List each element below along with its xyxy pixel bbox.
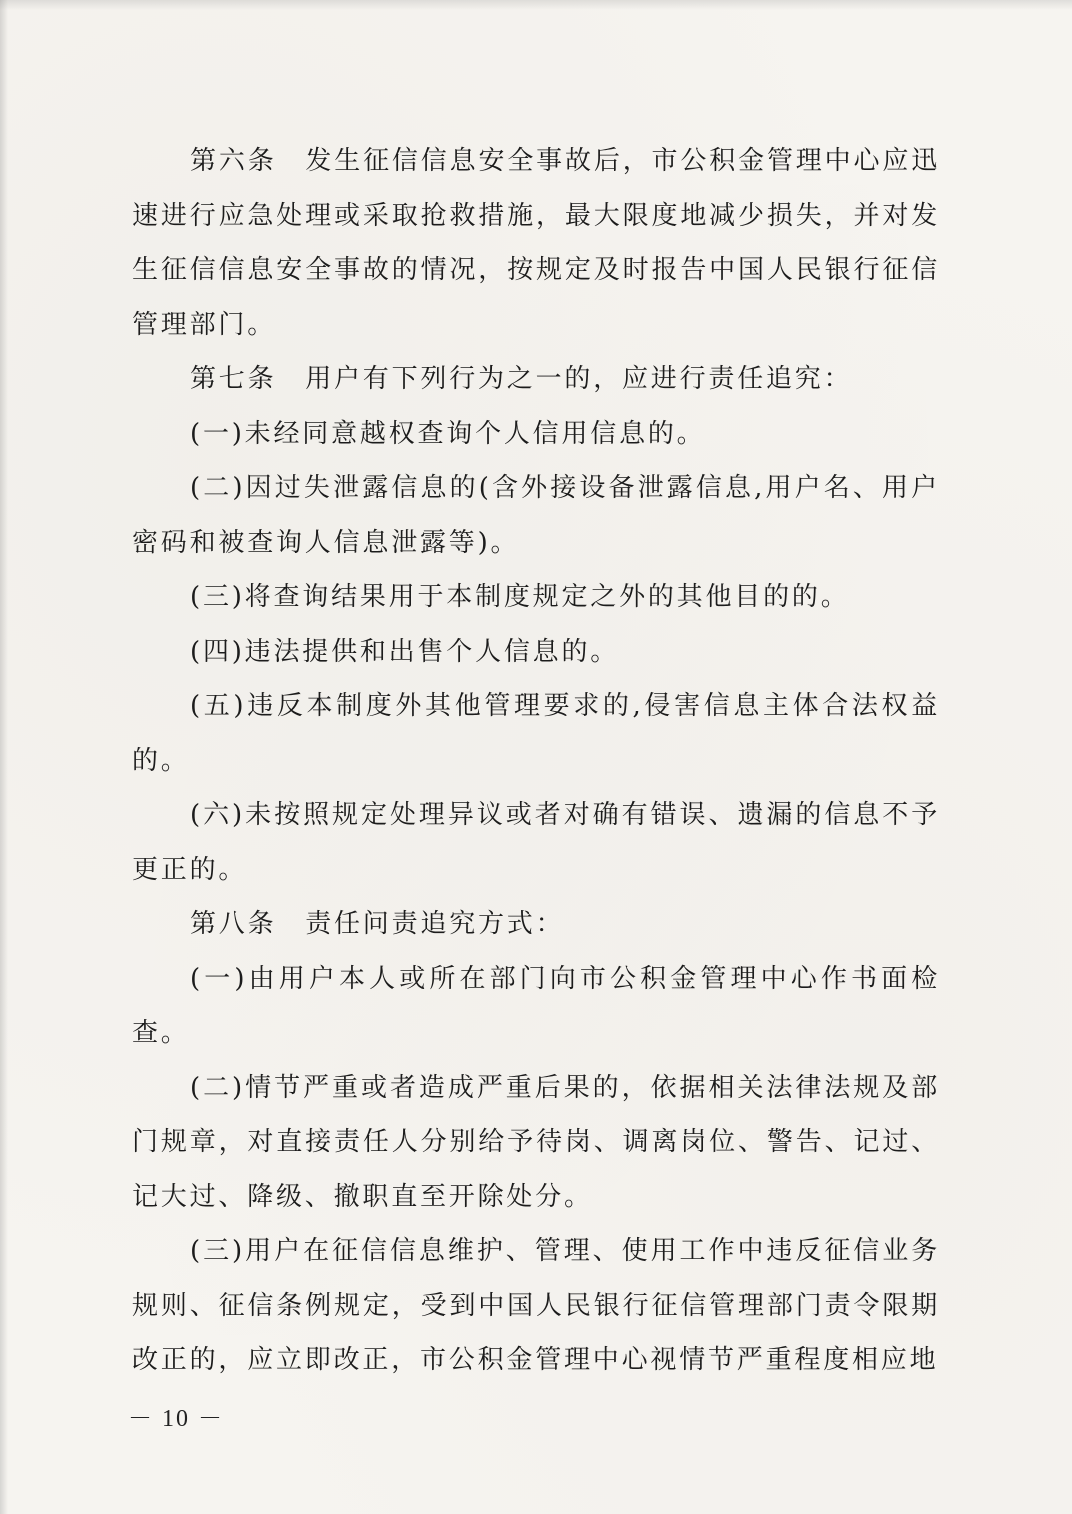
article-7-item-5: (五)违反本制度外其他管理要求的,侵害信息主体合法权益的。 [132, 691, 940, 776]
article-8-heading: 第八条 责任问责追究方式： [190, 909, 565, 939]
article-6-paragraph: 第六条 发生征信信息安全事故后，市公积金管理中心应迅速进行应急处理或采取抢救措施，最大限度地减少损失，并对发生征信信息安全事故的情况，按规定及时报告中国人民银行征信管理部门。 [132, 146, 940, 340]
article-7-item-1: (一)未经同意越权查询个人信用信息的。 [190, 418, 706, 449]
page-number: － 10 － [128, 1406, 224, 1432]
article-7-heading: 第七条 用户有下列行为之一的，应进行责任追究： [190, 364, 853, 394]
scan-shadow-top [0, 0, 1072, 10]
document-body [132, 134, 940, 1388]
article-7-item-4: (四)违法提供和出售个人信息的。 [190, 636, 620, 667]
article-8-item-2: (二)情节严重或者造成严重后果的，依据相关法律法规及部门规章，对直接责任人分别给予待岗、调离岗位、警告、记过、记大过、降级、撤职直至开除处分。 [132, 1072, 940, 1212]
article-8-item-1: (一)由用户本人或所在部门向市公积金管理中心作书面检查。 [132, 963, 940, 1048]
scan-shadow-left [0, 0, 8, 1514]
article-7-item-3: (三)将查询结果用于本制度规定之外的其他目的的。 [190, 582, 850, 612]
article-7-item-6: (六)未按照规定处理异议或者对确有错误、遗漏的信息不予更正的。 [132, 800, 940, 885]
article-7-item-2: (二)因过失泄露信息的(含外接设备泄露信息,用户名、用户密码和被查询人信息泄露等)。 [132, 473, 940, 558]
article-8-item-3: (三)用户在征信信息维护、管理、使用工作中违反征信业务规则、征信条例规定，受到中国人民银行征信管理部门责令限期改正的，应立即改正，市公积金管理中心视情节严重程度相应地 [132, 1236, 940, 1375]
